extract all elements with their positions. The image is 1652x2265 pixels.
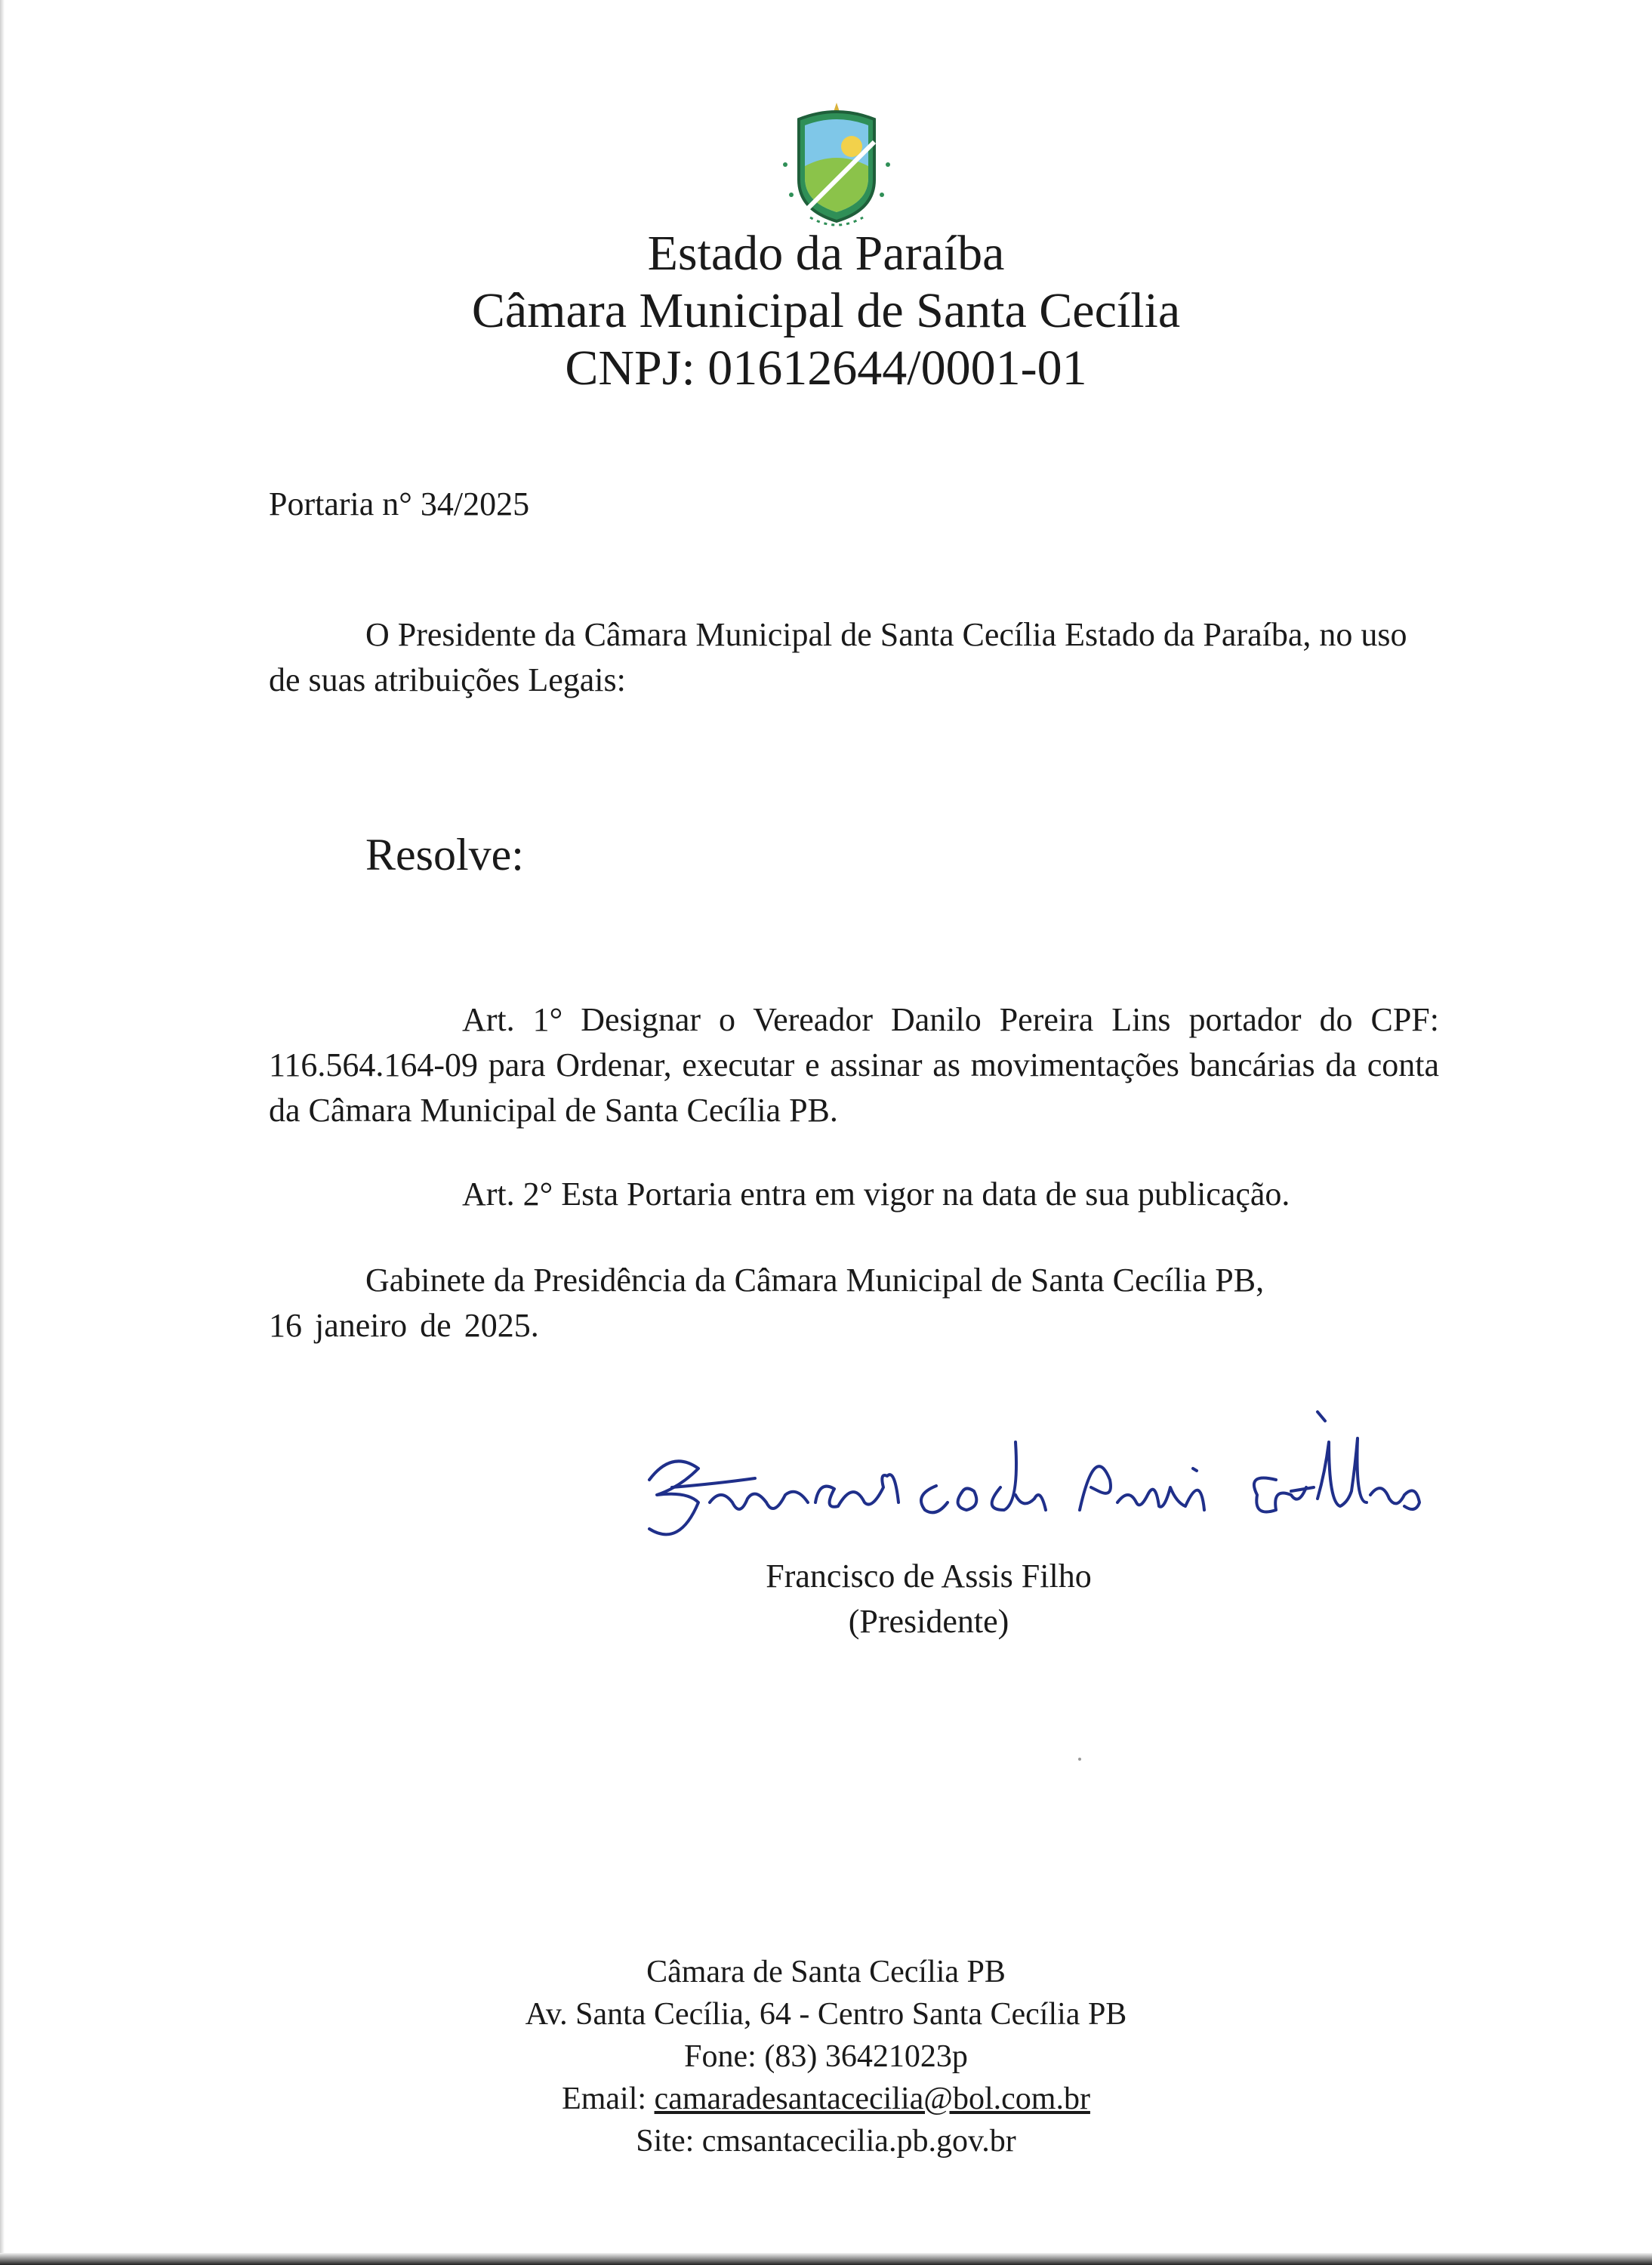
intro-paragraph: O Presidente da Câmara Municipal de Santa Cecília Estado da Paraíba, no uso de suas atribuições Legais: <box>269 616 1407 698</box>
portaria-number: Portaria n° 34/2025 <box>269 485 530 522</box>
article-1: Art. 1° Designar o Vereador Danilo Pereira Lins portador do CPF: 116.564.164-09 para Ordenar, executar e assinar as movimentações bancárias da conta da Câmara Municipal de Santa Cecília PB. <box>269 1001 1439 1129</box>
closing-date: 16 janeiro de 2025. <box>269 1307 539 1344</box>
closing-line-1: Gabinete da Presidência da Câmara Municipal de Santa Cecília PB, <box>365 1262 1265 1299</box>
footer-email-line <box>0 2078 1652 2120</box>
signer-block <box>0 1554 1652 1644</box>
footer-address: Av. Santa Cecília, 64 - Centro Santa Cecília PB <box>525 1997 1127 2032</box>
signer-name: Francisco de Assis Filho <box>766 1558 1092 1595</box>
article-2: Art. 2° Esta Portaria entra em vigor na data de sua publicação. <box>462 1176 1290 1213</box>
state-name: Estado da Paraíba <box>647 226 1005 281</box>
chamber-name: Câmara Municipal de Santa Cecília <box>471 283 1181 338</box>
document-header <box>0 225 1652 397</box>
page-edge-bottom <box>0 2253 1652 2265</box>
cnpj: CNPJ: 01612644/0001-01 <box>565 341 1087 396</box>
footer-chamber: Câmara de Santa Cecília PB <box>646 1955 1006 1989</box>
scan-speck <box>1078 1758 1081 1761</box>
footer-email-link[interactable]: camaradesantacecilia@bol.com.br <box>654 2082 1090 2116</box>
signer-role: (Presidente) <box>848 1603 1009 1640</box>
resolve-heading: Resolve: <box>365 830 524 880</box>
footer <box>0 1951 1652 2162</box>
municipal-crest-icon <box>769 97 905 229</box>
footer-email-label: Email: <box>562 2082 655 2116</box>
footer-phone: Fone: (83) 36421023p <box>684 2039 968 2074</box>
footer-site: Site: cmsantacecilia.pb.gov.br <box>636 2124 1016 2159</box>
handwritten-signature <box>627 1397 1518 1570</box>
